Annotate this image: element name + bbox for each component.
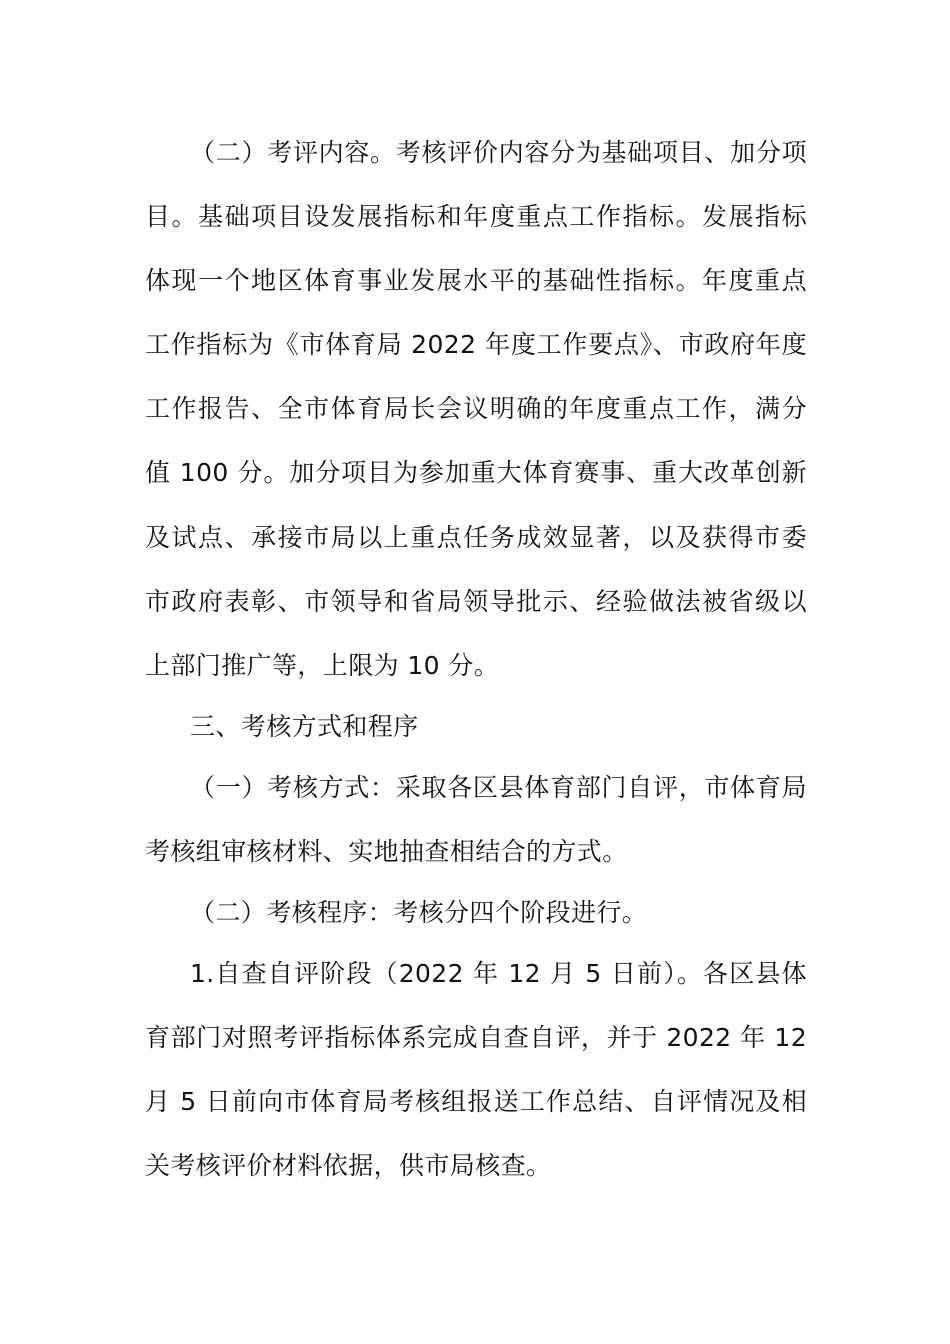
paragraph-line: 值 100 分。加分项目为参加重大体育赛事、重大改革创新	[145, 458, 807, 487]
paragraph-line: 关考核评价材料依据，供市局核查。	[145, 1151, 552, 1180]
paragraph-line: 市政府表彰、市领导和省局领导批示、经验做法被省级以	[145, 587, 807, 616]
paragraph-line: （一）考核方式：采取各区县体育部门自评，市体育局	[190, 773, 807, 802]
paragraph-line: 目。基础项目设发展指标和年度重点工作指标。发展指标	[145, 202, 807, 231]
paragraph-line: 考核组审核材料、实地抽查相结合的方式。	[145, 837, 628, 866]
paragraph-line: 体现一个地区体育事业发展水平的基础性指标。年度重点	[145, 266, 807, 295]
paragraph-line: 育部门对照考评指标体系完成自查自评，并于 2022 年 12	[145, 1023, 807, 1052]
paragraph-line: 工作指标为《市体育局 2022 年度工作要点》、市政府年度	[145, 330, 807, 359]
paragraph-line: （二）考评内容。考核评价内容分为基础项目、加分项	[190, 138, 807, 167]
paragraph-line: （二）考核程序：考核分四个阶段进行。	[190, 898, 648, 927]
paragraph-line: 1.自查自评阶段（2022 年 12 月 5 日前）。各区县体	[190, 959, 807, 988]
paragraph-line: 及试点、承接市局以上重点任务成效显著，以及获得市委	[145, 523, 807, 552]
paragraph-line: 月 5 日前向市体育局考核组报送工作总结、自评情况及相	[145, 1087, 807, 1116]
paragraph-line: 工作报告、全市体育局长会议明确的年度重点工作，满分	[145, 394, 807, 423]
paragraph-line: 上部门推广等，上限为 10 分。	[145, 651, 500, 680]
section-heading: 三、考核方式和程序	[190, 712, 419, 741]
